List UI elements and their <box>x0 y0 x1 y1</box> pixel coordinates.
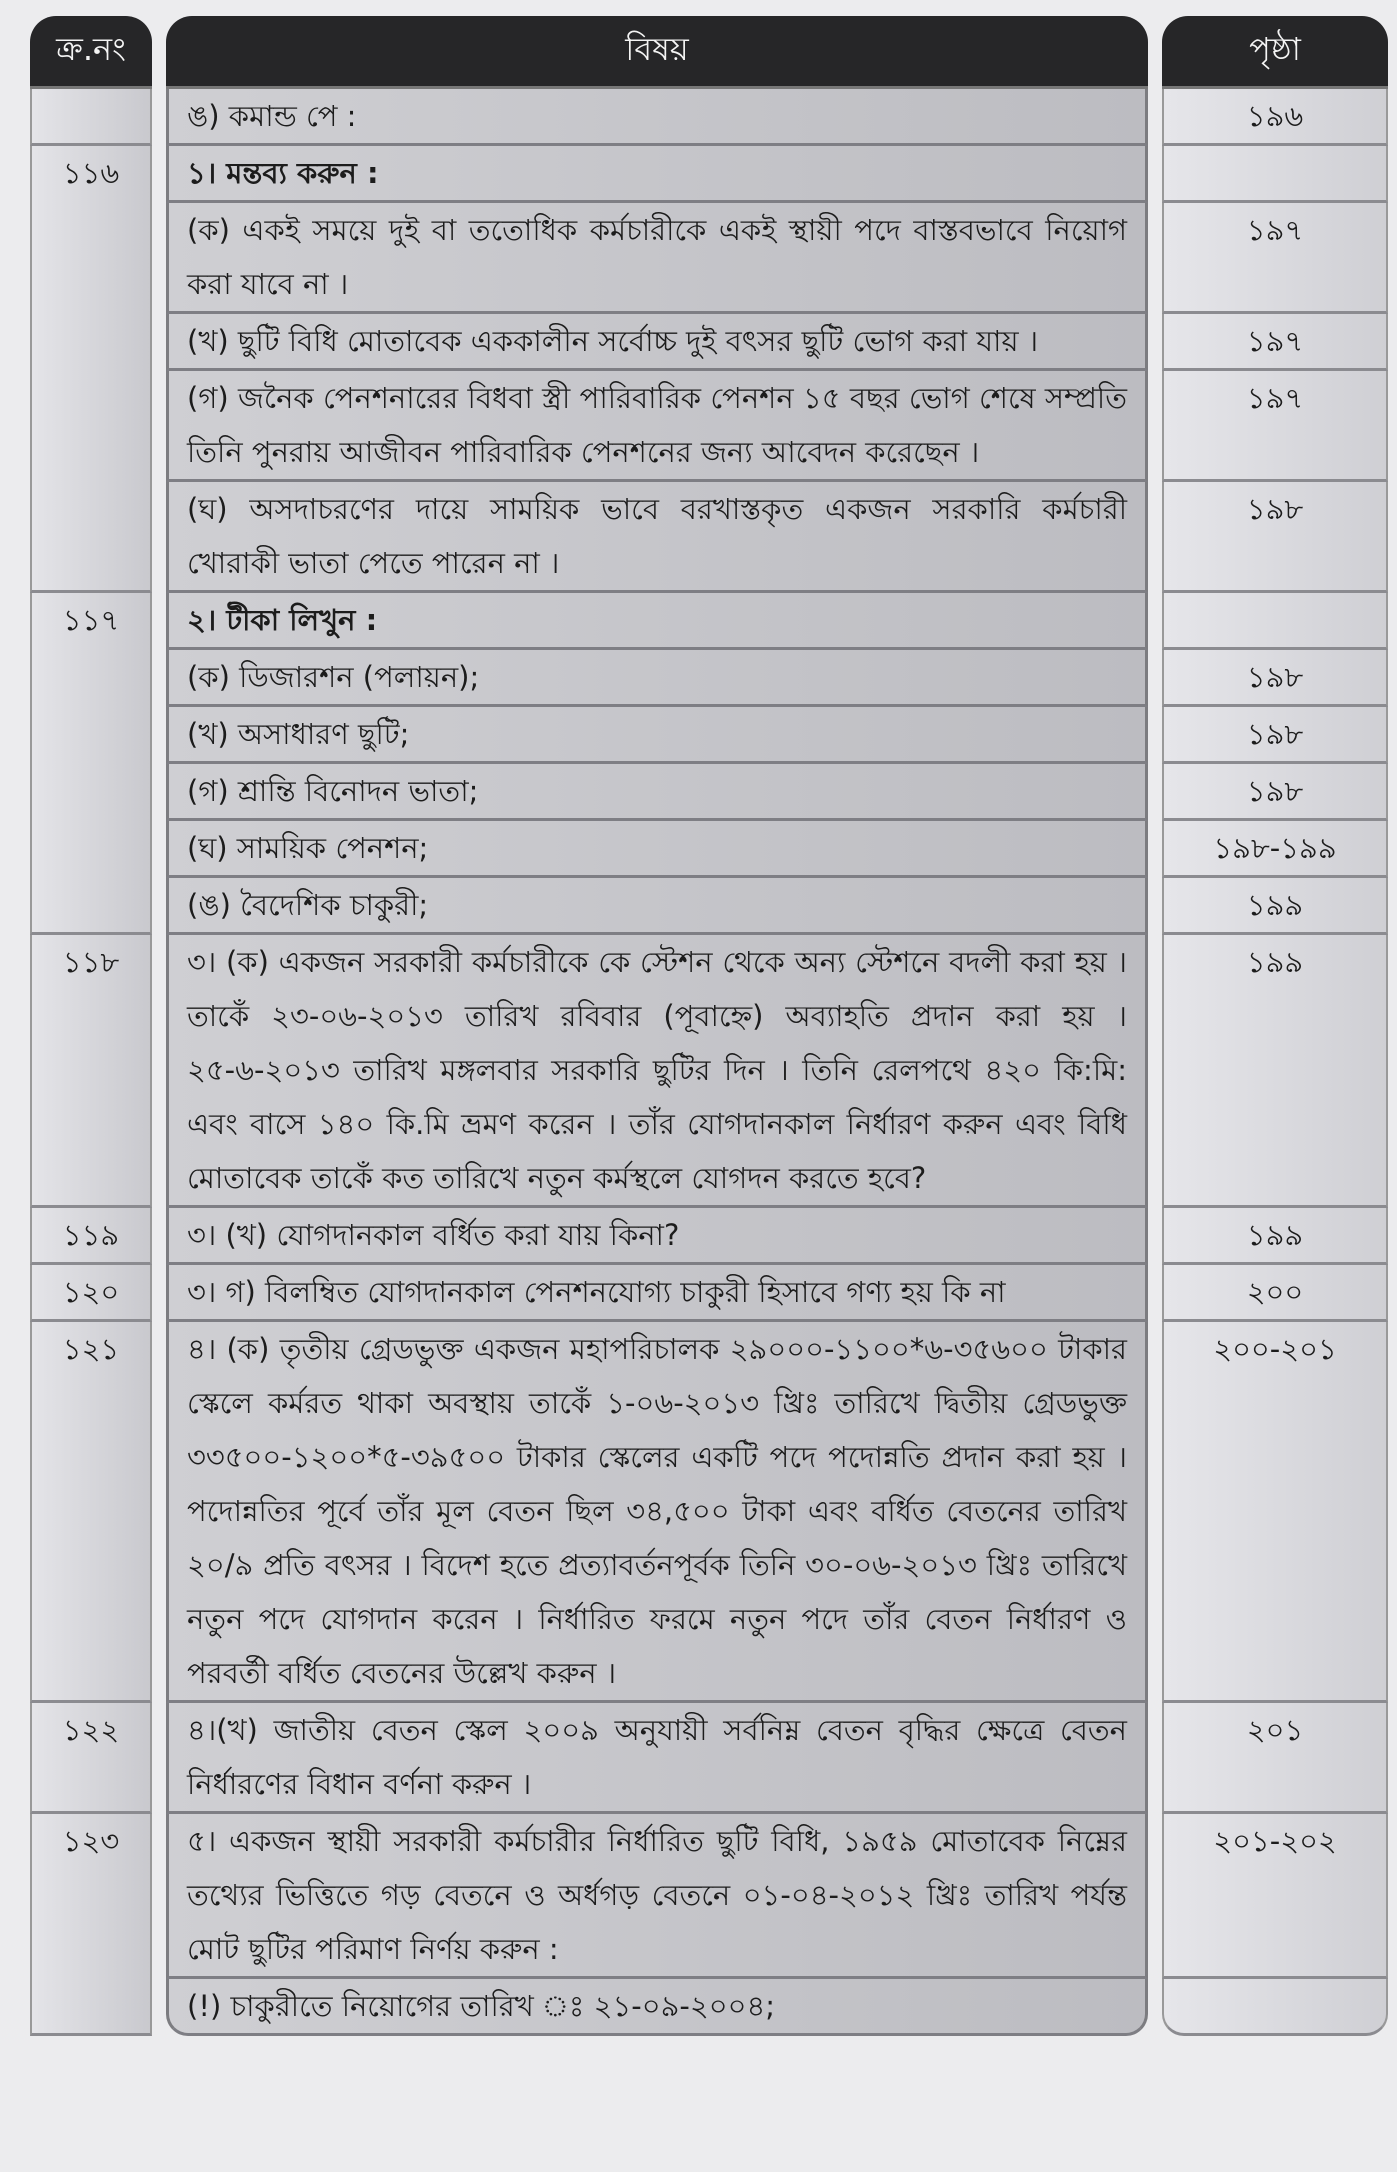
serial-number: ১২০ <box>30 1265 152 1322</box>
table-row <box>30 203 1388 314</box>
serial-number: ১১৮ <box>30 935 152 1208</box>
table-row <box>30 1322 1388 1703</box>
serial-number: ১২২ <box>30 1703 152 1814</box>
contents-body <box>30 89 1388 2036</box>
subject-text: (খ) অসাধারণ ছুটি; <box>166 707 1148 764</box>
page-number <box>1162 146 1388 203</box>
subject-text: ৪। (ক) তৃতীয় গ্রেডভুক্ত একজন মহাপরিচালক ২৯০০০-১১০০*৬-৩৫৬০০ টাকার স্কেলে কর্মরত থাকা অবস্থায় তাকেঁ ১-০৬-২০১৩ খ্রিঃ তারিখে দ্বিতীয় গ্রেডভুক্ত ৩৩৫০০-১২০০*৫-৩৯৫০০ টাকার স্কেলের একটি পদে পদোন্নতি প্রদান করা হয় । পদোন্নতির পূর্বে তাঁর মূল বেতন ছিল ৩৪,৫০০ টাকা এবং বর্ধিত বেতনের তারিখ ২০/৯ প্রতি বৎসর । বিদেশ হতে প্রত্যাবর্তনপূর্বক তিনি ৩০-০৬-২০১৩ খ্রিঃ তারিখে নতুন পদে যোগদান করেন । নির্ধারিত ফরমে নতুন পদে তাঁর বেতন নির্ধারণ ও পরবর্তী বর্ধিত বেতনের উল্লেখ করুন । <box>166 1322 1148 1703</box>
table-row <box>30 650 1388 707</box>
table-row <box>30 1208 1388 1265</box>
page-number: ১৯৭ <box>1162 314 1388 371</box>
page-number: ২০১-২০২ <box>1162 1814 1388 1979</box>
header-row <box>30 16 1388 89</box>
page-number: ১৯৮ <box>1162 707 1388 764</box>
subject-text: (ঘ) সাময়িক পেনশন; <box>166 821 1148 878</box>
table-row <box>30 878 1388 935</box>
table-row <box>30 935 1388 1208</box>
table-row <box>30 1265 1388 1322</box>
page-number: ১৯৭ <box>1162 371 1388 482</box>
table-row <box>30 314 1388 371</box>
contents-table <box>16 16 1397 2036</box>
subject-text: (ঘ) অসদাচরণের দায়ে সাময়িক ভাবে বরখাস্তকৃত একজন সরকারি কর্মচারী খোরাকী ভাতা পেতে পারেন না । <box>166 482 1148 593</box>
page-number: ১৯৯ <box>1162 878 1388 935</box>
table-row <box>30 1814 1388 1979</box>
table-row <box>30 371 1388 482</box>
page-number: ২০১ <box>1162 1703 1388 1814</box>
page-number <box>1162 593 1388 650</box>
subject-text: ১। মন্তব্য করুন : <box>166 146 1148 203</box>
subject-text: (গ) জনৈক পেনশনারের বিধবা স্ত্রী পারিবারিক পেনশন ১৫ বছর ভোগ শেষে সম্প্রতি তিনি পুনরায় আজীবন পারিবারিক পেনশনের জন্য আবেদন করেছেন । <box>166 371 1148 482</box>
table-row <box>30 764 1388 821</box>
serial-number: ১১৭ <box>30 593 152 935</box>
page-number: ১৯৯ <box>1162 935 1388 1208</box>
serial-number <box>30 89 152 146</box>
page-number: ১৯৬ <box>1162 89 1388 146</box>
page-number: ১৯৯ <box>1162 1208 1388 1265</box>
page-number: ১৯৭ <box>1162 203 1388 314</box>
page-number: ১৯৮ <box>1162 650 1388 707</box>
page-number: ১৯৮ <box>1162 482 1388 593</box>
subject-text: (ক) ডিজারশন (পলায়ন); <box>166 650 1148 707</box>
table-row <box>30 707 1388 764</box>
serial-number: ১২৩ <box>30 1814 152 2036</box>
page-number <box>1162 1979 1388 2036</box>
header-subject: বিষয় <box>166 16 1148 89</box>
page-number: ১৯৮-১৯৯ <box>1162 821 1388 878</box>
table-row <box>30 1979 1388 2036</box>
table-row <box>30 146 1388 203</box>
serial-number: ১১৬ <box>30 146 152 593</box>
header-page: পৃষ্ঠা <box>1162 16 1388 89</box>
page-number: ২০০ <box>1162 1265 1388 1322</box>
table-row <box>30 89 1388 146</box>
subject-text: (ঙ) বৈদেশিক চাকুরী; <box>166 878 1148 935</box>
subject-text: ৩। (ক) একজন সরকারী কর্মচারীকে কে স্টেশন থেকে অন্য স্টেশনে বদলী করা হয় । তাকেঁ ২৩-০৬-২০১৩ তারিখ রবিবার (পূবাহ্নে) অব্যাহতি প্রদান করা হয় । ২৫-৬-২০১৩ তারিখ মঙ্গলবার সরকারি ছুটির দিন । তিনি রেলপথে ৪২০ কি:মি: এবং বাসে ১৪০ কি.মি ভ্রমণ করেন । তাঁর যোগদানকাল নির্ধারণ করুন এবং বিধি মোতাবেক তাকেঁ কত তারিখে নতুন কর্মস্থলে যোগদন করতে হবে? <box>166 935 1148 1208</box>
subject-text: ঙ) কমান্ড পে : <box>166 89 1148 146</box>
subject-text: ৩। (খ) যোগদানকাল বর্ধিত করা যায় কিনা? <box>166 1208 1148 1265</box>
subject-text: (গ) শ্রান্তি বিনোদন ভাতা; <box>166 764 1148 821</box>
table-row <box>30 482 1388 593</box>
page-number: ২০০-২০১ <box>1162 1322 1388 1703</box>
subject-text: ৪।(খ) জাতীয় বেতন স্কেল ২০০৯ অনুযায়ী সর্বনিম্ন বেতন বৃদ্ধির ক্ষেত্রে বেতন নির্ধারণের বিধান বর্ণনা করুন । <box>166 1703 1148 1814</box>
serial-number: ১১৯ <box>30 1208 152 1265</box>
subject-text: ৫। একজন স্থায়ী সরকারী কর্মচারীর নির্ধারিত ছুটি বিধি, ১৯৫৯ মোতাবেক নিম্নের তথ্যের ভিত্তিতে গড় বেতনে ও অর্ধগড় বেতনে ০১-০৪-২০১২ খ্রিঃ তারিখ পর্যন্ত মোট ছুটির পরিমাণ নির্ণয় করুন : <box>166 1814 1148 1979</box>
header-serial-number: ক্র.নং <box>30 16 152 89</box>
subject-text: (!) চাকুরীতে নিয়োগের তারিখ ঃ ২১-০৯-২০০৪; <box>166 1979 1148 2036</box>
serial-number: ১২১ <box>30 1322 152 1703</box>
subject-text: ২। টীকা লিখুন : <box>166 593 1148 650</box>
subject-text: ৩। গ) বিলম্বিত যোগদানকাল পেনশনযোগ্য চাকুরী হিসাবে গণ্য হয় কি না <box>166 1265 1148 1322</box>
subject-text: (ক) একই সময়ে দুই বা ততোধিক কর্মচারীকে একই স্থায়ী পদে বাস্তবভাবে নিয়োগ করা যাবে না । <box>166 203 1148 314</box>
contents-table-wrapper <box>16 16 1382 2036</box>
table-row <box>30 1703 1388 1814</box>
subject-text: (খ) ছুটি বিধি মোতাবেক এককালীন সর্বোচ্চ দুই বৎসর ছুটি ভোগ করা যায় । <box>166 314 1148 371</box>
table-row <box>30 821 1388 878</box>
page-number: ১৯৮ <box>1162 764 1388 821</box>
table-row <box>30 593 1388 650</box>
